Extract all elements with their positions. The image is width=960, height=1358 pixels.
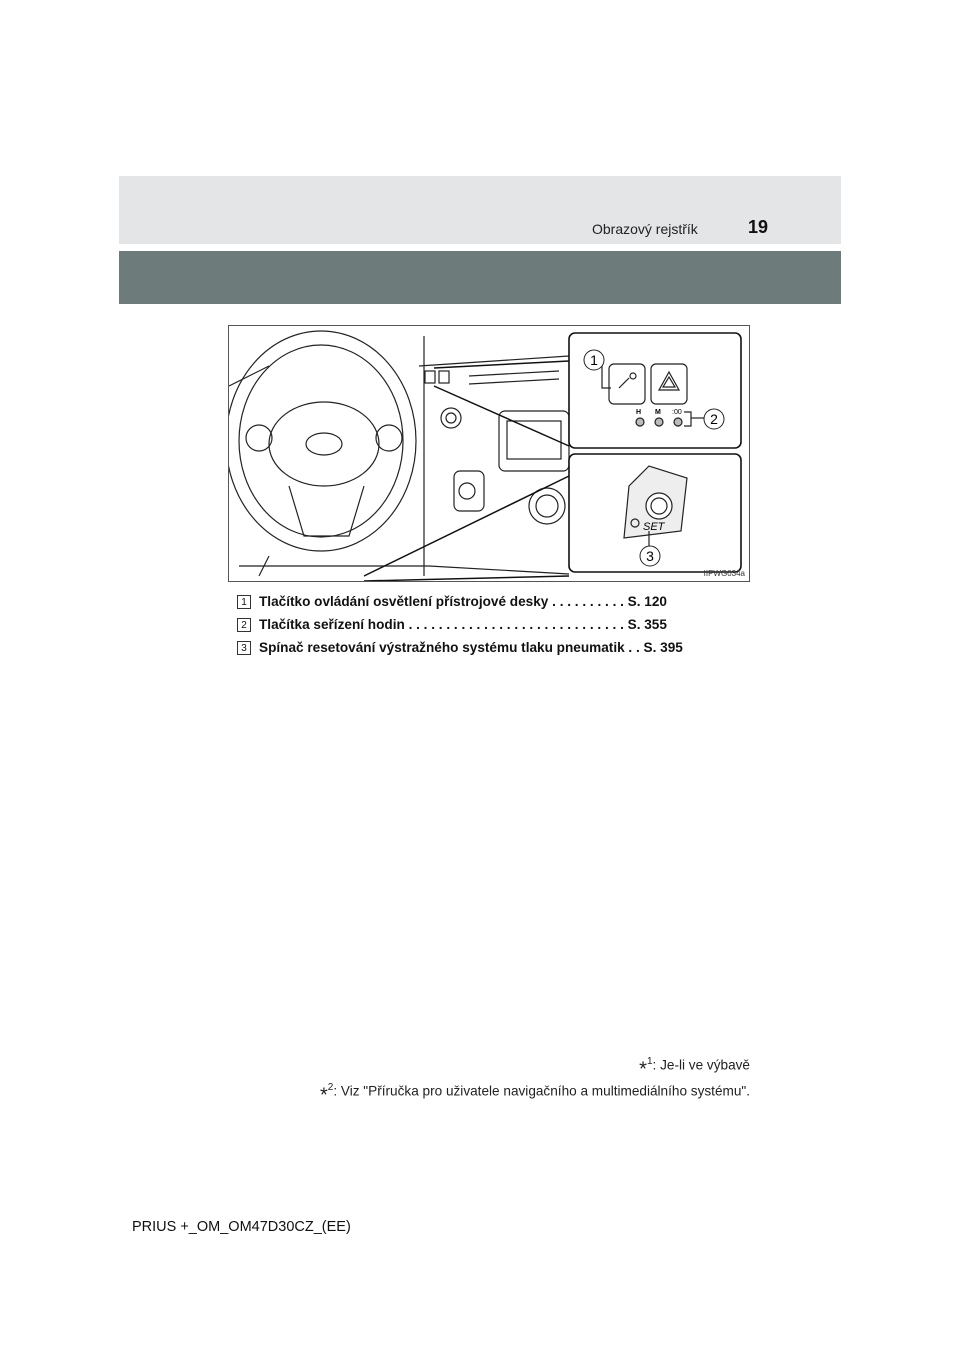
list-item <box>237 640 737 663</box>
item-number: 3 <box>237 641 251 655</box>
footnote-1-text: : Je-li ve výbavě <box>652 1057 750 1073</box>
footnote-star: * <box>319 1084 328 1107</box>
item-page-ref: . . S. 395 <box>624 640 683 655</box>
item-number: 1 <box>237 595 251 609</box>
tpms-reset-button <box>646 493 672 519</box>
footnote-2 <box>320 1082 750 1108</box>
header-band <box>119 176 841 244</box>
footnote-1-marker: 1 <box>646 1056 653 1067</box>
callout-3: 3 <box>646 548 654 564</box>
item-label-text: Tlačítka seřízení hodin <box>259 617 405 632</box>
item-label-text: Spínač resetování výstražného systému tlaku pneumatik <box>259 640 625 655</box>
section-bar <box>119 251 841 304</box>
clock-label-m: M <box>655 409 661 416</box>
list-item <box>237 594 737 617</box>
clock-00-button <box>674 418 682 426</box>
clock-m-button <box>655 418 663 426</box>
item-page-ref: . . . . . . . . . . S. 120 <box>548 594 667 609</box>
item-page-ref: . . . . . . . . . . . . . . . . . . . . . . . . . . . . . S. 355 <box>404 617 667 632</box>
set-label: SET <box>643 521 665 533</box>
section-title: Obrazový rejstřík <box>592 221 698 237</box>
footnote-2-text: : Viz "Příručka pro uživatele navigačního a multimediálního systému". <box>333 1083 750 1099</box>
footnote-2-marker: 2 <box>327 1082 334 1093</box>
footnote-star: * <box>639 1058 647 1081</box>
callout-2: 2 <box>710 411 718 427</box>
callout-1: 1 <box>590 352 598 368</box>
item-number: 2 <box>237 618 251 632</box>
clock-h-button <box>636 418 644 426</box>
footnote-1 <box>639 1056 750 1082</box>
item-list <box>237 594 737 663</box>
item-label <box>259 594 667 609</box>
steering-hub <box>269 402 379 486</box>
figure-code: IIPWG034a <box>703 569 745 578</box>
emblem <box>306 433 342 455</box>
list-item <box>237 617 737 640</box>
item-label <box>259 640 683 655</box>
dashboard-drawing <box>229 326 750 582</box>
document-id: PRIUS +_OM_OM47D30CZ_(EE) <box>132 1219 351 1235</box>
clock-label-00: :00 <box>672 409 682 416</box>
clock-label-h: H <box>636 409 642 416</box>
dashboard-illustration <box>228 325 750 582</box>
item-label <box>259 617 667 632</box>
steering-wheel-rim <box>229 331 416 551</box>
page-number: 19 <box>748 217 769 237</box>
item-label-text: Tlačítko ovládání osvětlení přístrojové desky <box>259 594 549 609</box>
